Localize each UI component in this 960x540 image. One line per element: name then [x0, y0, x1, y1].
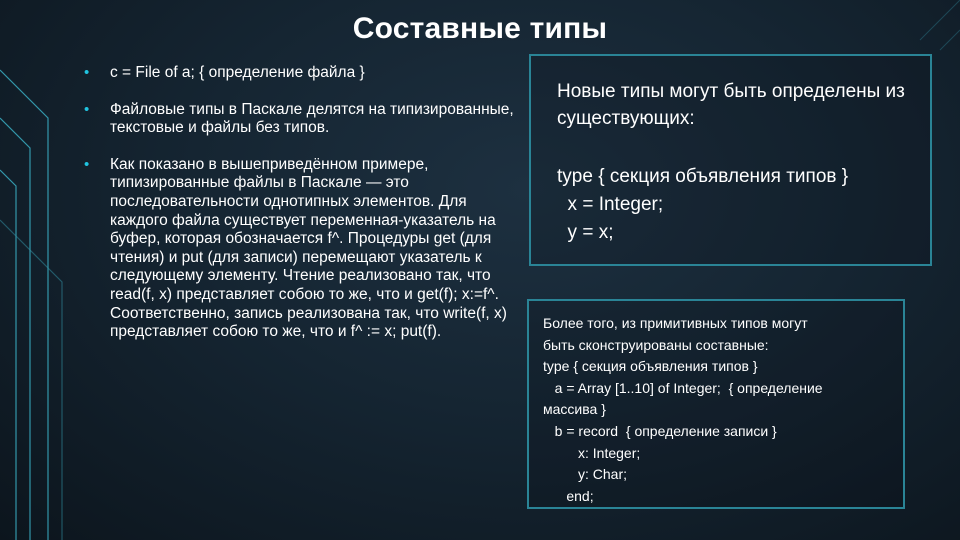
new-types-lead: Новые типы могут быть определены из существующих: [557, 81, 905, 129]
bullet-icon: • [84, 155, 90, 173]
bullet-text: c = File of a; { определение файла } [110, 64, 365, 81]
bullet-icon: • [84, 100, 90, 118]
text-line: x: Integer; [543, 444, 641, 461]
code-line: type { секция объявления типов } [557, 166, 849, 187]
bullet-text: Файловые типы в Паскале делятся на типизированные, текстовые и файлы без типов. [110, 100, 514, 137]
bullet-item [84, 156, 516, 342]
text-line: end; [543, 487, 594, 504]
new-types-box [529, 54, 932, 266]
composite-types-content [543, 313, 895, 507]
text-line: быть сконструированы составные: [543, 336, 769, 353]
text-line: y: Char; [543, 466, 628, 483]
bullet-item [84, 101, 516, 138]
bullet-item [84, 64, 516, 83]
bullet-text: Как показано в вышеприведённом примере, типизированные файлы в Паскале — это последовательности однотипных элементов. Для каждого файла существует переменная-указатель на буфер, которая обозначается f^. Процедуры get (для чтения) и put (для записи) перемещают указатель к следующему элементу. Чтение реализовано так, что read(f, x) представляет собою то же, что и get(f); x:=f^. Соответственно, запись реализована так, что write(f, x) представляет собою то же, что и f^ := x; put(f). [110, 155, 507, 341]
code-line: y = x; [557, 222, 614, 243]
bullet-list [84, 64, 516, 360]
slide-title: Составные типы [352, 12, 608, 45]
text-line: a = Array [1..10] of Integer; { определение [543, 379, 823, 396]
text-line: type { секция объявления типов } [543, 358, 758, 375]
text-line: массива } [543, 401, 606, 418]
new-types-code [557, 163, 927, 247]
composite-types-box [527, 299, 905, 509]
text-line: b = record { определение записи } [543, 422, 777, 439]
bullet-icon: • [84, 64, 90, 81]
text-line: Более того, из примитивных типов могут [543, 315, 808, 331]
code-line: x = Integer; [557, 194, 664, 215]
